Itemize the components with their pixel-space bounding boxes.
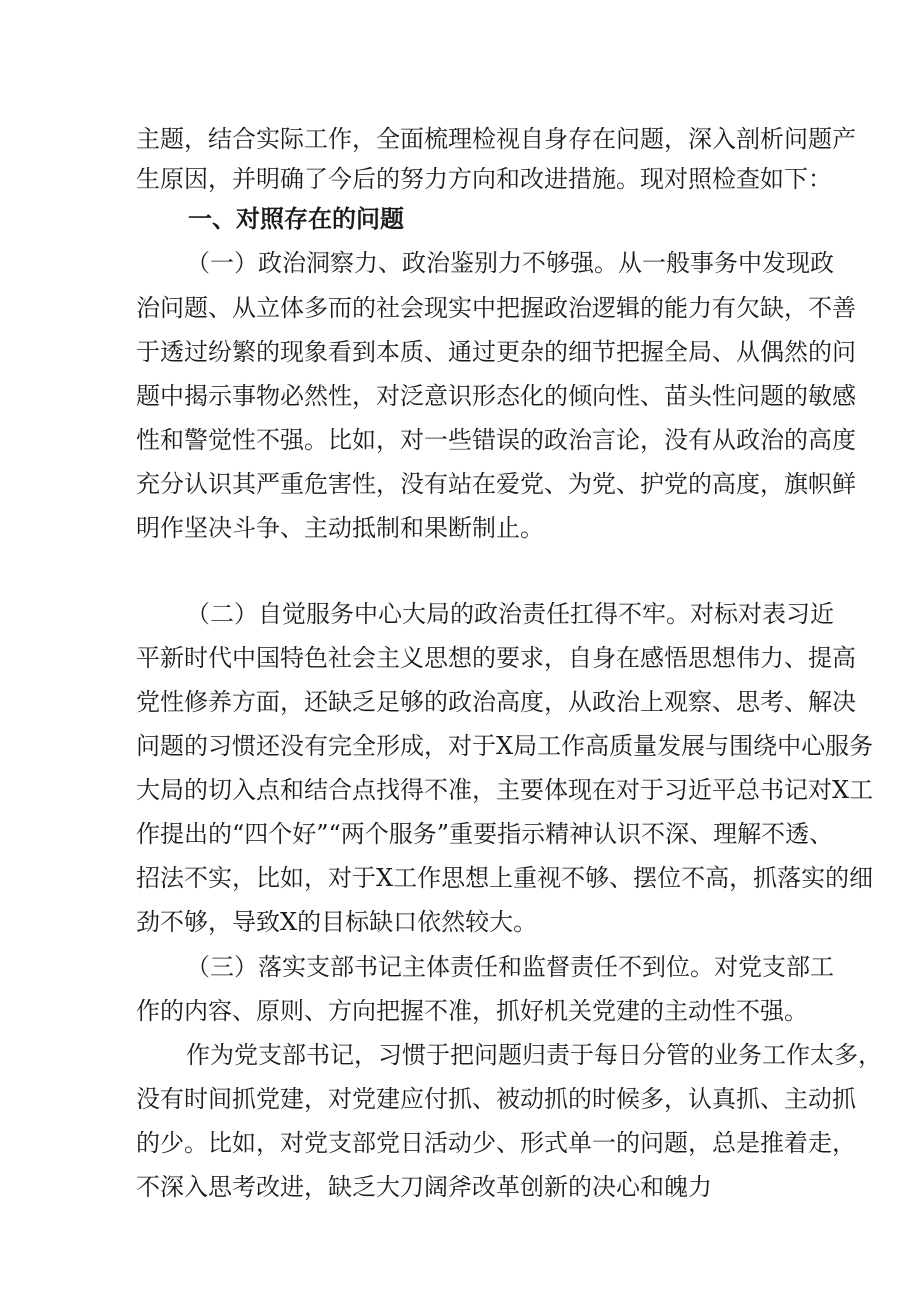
- item3-line-2: 作的内容、原则、方向把握不准，抓好机关党建的主动性不强。: [136, 997, 808, 1025]
- item2-line-7: 招法不实，比如，对于X工作思想上重视不够、摆位不高，抓落实的细: [136, 864, 874, 892]
- item1-line-4: 题中揭示事物必然性，对泛意识形态化的倾向性、苗头性问题的敏感: [136, 382, 856, 410]
- item2-line-4: 问题的习惯还没有完全形成，对于X局工作高质量发展与围绕中心服务: [136, 732, 874, 760]
- item3-line-1: （三）落实支部书记主体责任和监督责任不到位。对党支部工: [186, 953, 834, 981]
- item1-line-7: 明作坚决斗争、主动抵制和果断制止。: [136, 514, 544, 542]
- item2-line-1: （二）自觉服务中心大局的政治责任扛得不牢。对标对表习近: [186, 600, 834, 628]
- item1-line-6: 充分认识其严重危害性，没有站在爱党、为党、护党的高度，旗帜鲜: [136, 470, 856, 498]
- item1-line-1: （一）政治洞察力、政治鉴别力不够强。从一般事务中发现政: [186, 249, 834, 277]
- item2-line-3: 党性修养方面，还缺乏足够的政治高度，从政治上观察、思考、解决: [136, 688, 856, 716]
- intro-line-1: 主题，结合实际工作，全面梳理检视自身存在问题，深入剖析问题产: [136, 125, 856, 153]
- item1-line-5: 性和警觉性不强。比如，对一些错误的政治言论，没有从政治的高度: [136, 426, 856, 454]
- section-heading: 一、对照存在的问题: [188, 204, 404, 233]
- item2-line-6: 作提出的“四个好”“两个服务”重要指示精神认识不深、理解不透、: [136, 820, 834, 848]
- item1-line-3: 于透过纷繁的现象看到本质、通过更杂的细节把握全局、从偶然的问: [136, 338, 856, 366]
- item3-cont-line-4: 不深入思考改进，缺乏大刀阔斧改革创新的决心和魄力: [136, 1173, 712, 1201]
- item3-cont-line-3: 的少。比如，对党支部党日活动少、形式单一的问题，总是推着走，: [136, 1129, 856, 1157]
- item2-line-2: 平新时代中国特色社会主义思想的要求，自身在感悟思想伟力、提高: [136, 644, 856, 672]
- item2-line-8: 劲不够，导致X的目标缺口依然较大。: [136, 908, 538, 936]
- intro-line-2: 生原因，并明确了今后的努力方向和改进措施。现对照检查如下：: [136, 165, 832, 193]
- item2-line-5: 大局的切入点和结合点找得不准，主要体现在对于习近平总书记对X工: [136, 776, 874, 804]
- item3-cont-line-1: 作为党支部书记，习惯于把问题归责于每日分管的业务工作太多，: [186, 1041, 882, 1069]
- item3-cont-line-2: 没有时间抓党建，对党建应付抓、被动抓的时候多，认真抓、主动抓: [136, 1085, 856, 1113]
- item1-line-2: 治问题、从立体多而的社会现实中把握政治逻辑的能力有欠缺，不善: [136, 294, 856, 322]
